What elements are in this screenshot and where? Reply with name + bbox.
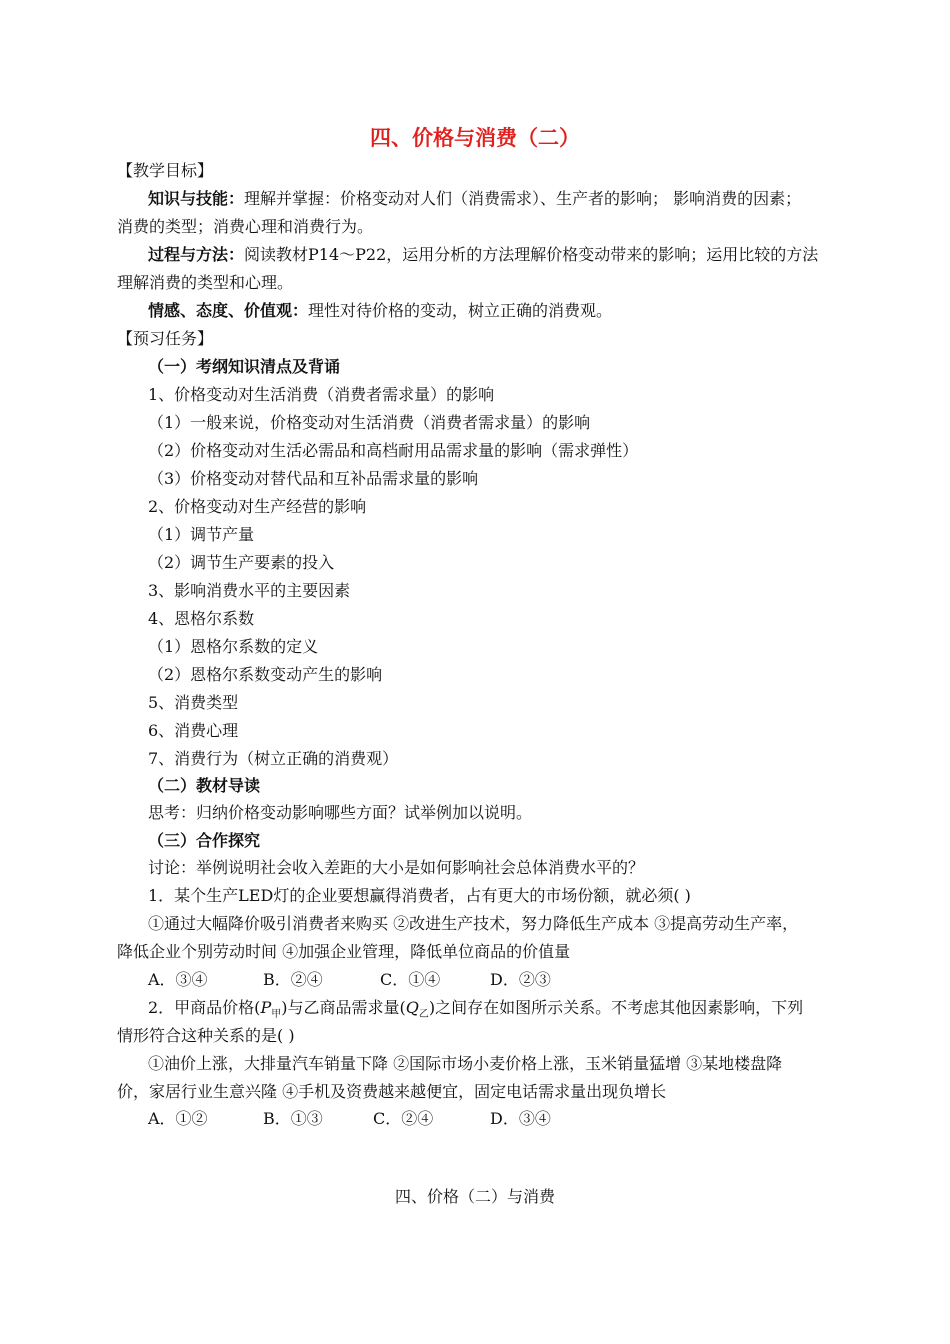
question1-stem: 1．某个生产LED灯的企业要想赢得消费者，占有更大的市场份额，就必须( ) [148, 886, 691, 905]
process-method-line [148, 244, 818, 266]
process-label: 过程与方法： [148, 245, 245, 264]
question1-choice: A．③④ [148, 970, 208, 989]
question2-stem [148, 997, 803, 1026]
question2-options: ①油价上涨，大排量汽车销量下降 ②国际市场小麦价格上涨，玉米销量猛增 ③某地楼盘降 [148, 1054, 783, 1073]
section1-title: （一）考纲知识清点及背诵 [148, 357, 341, 376]
knowledge-text-cont: 消费的类型；消费心理和消费行为。 [117, 217, 374, 236]
question1-choice: D．②③ [490, 970, 551, 989]
list-item: （1）一般来说，价格变动对生活消费（消费者需求量）的影响 [148, 413, 591, 432]
question2-choice: D．③④ [490, 1109, 551, 1128]
q2-quantity-symbol: Q [405, 998, 419, 1017]
question2-choice: A．①② [148, 1109, 208, 1128]
preview-heading: 【预习任务】 [117, 329, 214, 348]
emotion-line [148, 300, 612, 322]
knowledge-label: 知识与技能： [148, 189, 245, 208]
q2-stem-a: 2．甲商品价格( [148, 998, 261, 1017]
question2-choice: B．①③ [263, 1109, 323, 1128]
list-item: （1）恩格尔系数的定义 [148, 637, 319, 656]
question1-choice: B．②④ [263, 970, 323, 989]
list-item: 5、消费类型 [148, 693, 239, 712]
process-text-cont: 理解消费的类型和心理。 [117, 273, 294, 292]
question1-options-cont: 降低企业个别劳动时间 ④加强企业管理，降低单位商品的价值量 [117, 942, 571, 961]
knowledge-text: 理解并掌握：价格变动对人们（消费需求）、生产者的影响； 影响消费的因素； [244, 189, 802, 208]
question2-options-cont: 价，家居行业生意兴隆 ④手机及资费越来越便宜，固定电话需求量出现负增长 [117, 1082, 667, 1101]
list-item: 7、消费行为（树立正确的消费观） [148, 749, 399, 768]
emotion-text: 理性对待价格的变动，树立正确的消费观。 [308, 301, 613, 320]
list-item: 6、消费心理 [148, 721, 239, 740]
question2-choice: C．②④ [373, 1109, 434, 1128]
question1-options: ①通过大幅降价吸引消费者来购买 ②改进生产技术，努力降低生产成本 ③提高劳动生产率， [148, 914, 799, 933]
discussion-prompt: 讨论：举例说明社会收入差距的大小是如何影响社会总体消费水平的？ [148, 858, 645, 877]
q2-stem-b: )与乙商品需求量( [281, 998, 406, 1017]
question1-choice: C．①④ [380, 970, 441, 989]
list-item: 3、影响消费水平的主要因素 [148, 581, 351, 600]
think-prompt: 思考：归纳价格变动影响哪些方面？试举例加以说明。 [148, 803, 533, 822]
document-title: 四、价格与消费（二） [370, 126, 580, 150]
knowledge-skills-line [148, 188, 801, 210]
question2-stem-cont: 情形符合这种关系的是( ) [117, 1026, 295, 1045]
list-item: 2、价格变动对生产经营的影响 [148, 497, 367, 516]
page-footer: 四、价格（二）与消费 [394, 1187, 555, 1206]
section2-title: （二）教材导读 [148, 776, 261, 795]
q2-quantity-sub: 乙 [418, 1009, 429, 1021]
list-item: 4、恩格尔系数 [148, 609, 255, 628]
emotion-label: 情感、态度、价值观： [148, 301, 309, 320]
q2-price-symbol: P [260, 998, 272, 1017]
q2-price-sub: 甲 [271, 1009, 282, 1021]
q2-stem-c: )之间存在如图所示关系。不考虑其他因素影响，下列 [428, 998, 804, 1017]
objectives-heading: 【教学目标】 [117, 161, 214, 180]
list-item: （2）恩格尔系数变动产生的影响 [148, 665, 383, 684]
list-item: （3）价格变动对替代品和互补品需求量的影响 [148, 469, 479, 488]
list-item: （1）调节产量 [148, 525, 255, 544]
process-text: 阅读教材P14～P22，运用分析的方法理解价格变动带来的影响；运用比较的方法 [244, 245, 819, 264]
list-item: （2）价格变动对生活必需品和高档耐用品需求量的影响（需求弹性） [148, 441, 639, 460]
list-item: （2）调节生产要素的投入 [148, 553, 335, 572]
list-item: 1、价格变动对生活消费（消费者需求量）的影响 [148, 385, 495, 404]
section3-title: （三）合作探究 [148, 831, 261, 850]
